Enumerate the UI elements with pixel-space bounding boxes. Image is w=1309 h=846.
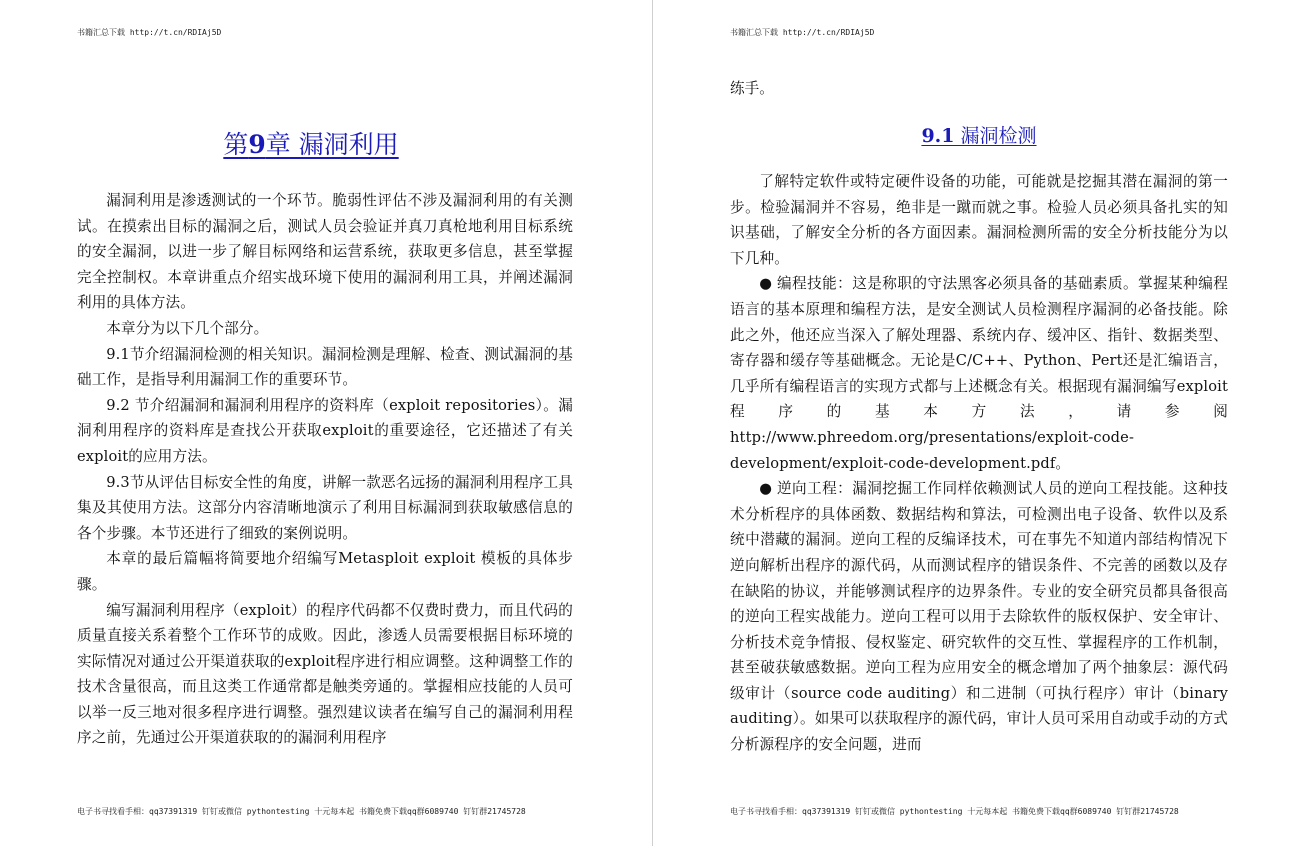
bullet-icon: ● bbox=[759, 480, 773, 498]
paragraph: 9.1节介绍漏洞检测的相关知识。漏洞检测是理解、检查、测试漏洞的基础工作，是指导利用漏洞工作的重要环节。 bbox=[77, 345, 573, 389]
paragraph: 编写漏洞利用程序（exploit）的程序代码都不仅费时费力，而且代码的质量直接关系着整个工作环节的成败。因此，渗透人员需要根据目标环境的实际情况对通过公开渠道获取的exploit程序进行相应调整。这种调整工作的技术含量很高，而且这类工作通常都是触类旁通的。掌握相应技能的人员可以举一反三地对很多程序进行调整。强烈建议读者在编写自己的漏洞利用程序之前，先通过公开渠道获取的的漏洞利用程序 bbox=[77, 601, 573, 747]
paragraph: 漏洞利用是渗透测试的一个环节。脆弱性评估不涉及漏洞利用的有关测试。在摸索出目标的漏洞之后，测试人员会验证并真刀真枪地利用目标系统的安全漏洞，以进一步了解目标网络和运营系统，获取更多信息，甚至掌握完全控制权。本章讲重点介绍实战环境下使用的漏洞利用工具，并阐述漏洞利用的具体方法。 bbox=[77, 192, 573, 312]
bullet-item bbox=[730, 271, 1228, 476]
bullet-item bbox=[730, 476, 1228, 758]
bullet-text: 编程技能：这是称职的守法黑客必须具备的基础素质。掌握某种编程语言的基本原理和编程方法，是安全测试人员检测程序漏洞的必备技能。除此之外，他还应当深入了解处理器、系统内存、缓冲区、指针、数据类型、寄存器和缓存等基础概念。无论是C/C++、Python、Pert还是汇编语言，几乎所有编程语言的实现方式都与上述概念有关。根据现有漏洞编写exploit程序的基本方法，请参阅http://www.phreedom.org/presentations/exploit-code-development/exploit-code-development.pdf。 bbox=[730, 275, 1228, 472]
right-page bbox=[654, 0, 1309, 846]
continued-text: 练手。 bbox=[730, 80, 774, 97]
left-page-header: 书籍汇总下载 http://t.cn/RDIAj5D bbox=[77, 28, 222, 37]
right-page-header: 书籍汇总下载 http://t.cn/RDIAj5D bbox=[730, 28, 875, 37]
section-title-number: 9.1 bbox=[921, 125, 955, 147]
paragraph: 9.2 节介绍漏洞和漏洞利用程序的资料库（exploit repositories）。漏洞利用程序的资料库是查找公开获取exploit的重要途径，它还描述了有关exploit的应用方法。 bbox=[77, 396, 573, 465]
paragraph: 本章分为以下几个部分。 bbox=[106, 319, 269, 337]
right-page-body bbox=[730, 169, 1228, 758]
chapter-title-prefix: 第 bbox=[223, 130, 249, 159]
section-title-text: 漏洞检测 bbox=[954, 125, 1037, 147]
paragraph: 了解特定软件或特定硬件设备的功能，可能就是挖掘其潜在漏洞的第一步。检验漏洞并不容易，绝非是一蹴而就之事。检验人员必须具备扎实的知识基础，了解安全分析的各方面因素。漏洞检测所需的安全分析技能分为以下几种。 bbox=[730, 173, 1228, 267]
page-divider bbox=[652, 0, 653, 846]
chapter-title-suffix: 章 漏洞利用 bbox=[265, 130, 399, 159]
right-page-footer: 电子书寻找看手相：qq37391319 钉钉或微信 pythontesting 十元每本起 书籍免费下载qq群6089740 钉钉群21745728 bbox=[730, 807, 1179, 816]
bullet-icon: ● bbox=[759, 275, 773, 293]
bullet-text: 逆向工程：漏洞挖掘工作同样依赖测试人员的逆向工程技能。这种技术分析程序的具体函数、数据结构和算法，可检测出电子设备、软件以及系统中潜藏的漏洞。逆向工程的反编译技术，可在事先不知道内部结构情况下逆向解析出程序的源代码，从而测试程序的错误条件、不完善的函数以及存在缺陷的协议，并能够测试程序的边界条件。专业的安全研究员都具备很高的逆向工程实战能力。逆向工程可以用于去除软件的版权保护、安全审计、分析技术竞争情报、侵权鉴定、研究软件的交互性、掌握程序的工作机制，甚至破获敏感数据。逆向工程为应用安全的概念增加了两个抽象层：源代码级审计（source code auditing）和二进制（可执行程序）审计（binary auditing）。如果可以获取程序的源代码，审计人员可采用自动或手动的方式分析源程序的安全问题，进而 bbox=[730, 480, 1228, 754]
left-page-body bbox=[77, 188, 573, 751]
left-page-footer: 电子书寻找看手相：qq37391319 钉钉或微信 pythontesting 十元每本起 书籍免费下载qq群6089740 钉钉群21745728 bbox=[77, 807, 526, 816]
paragraph: 9.3节从评估目标安全性的角度，讲解一款恶名远扬的漏洞利用程序工具集及其使用方法。这部分内容清晰地演示了利用目标漏洞到获取敏感信息的各个步骤。本节还进行了细致的案例说明。 bbox=[77, 473, 573, 542]
chapter-title[interactable] bbox=[0, 125, 622, 161]
chapter-title-number: 9 bbox=[248, 130, 266, 159]
paragraph: 本章的最后篇幅将简要地介绍编写Metasploit exploit 模板的具体步骤。 bbox=[77, 550, 573, 593]
left-page bbox=[0, 0, 652, 846]
section-title[interactable] bbox=[654, 121, 1304, 148]
